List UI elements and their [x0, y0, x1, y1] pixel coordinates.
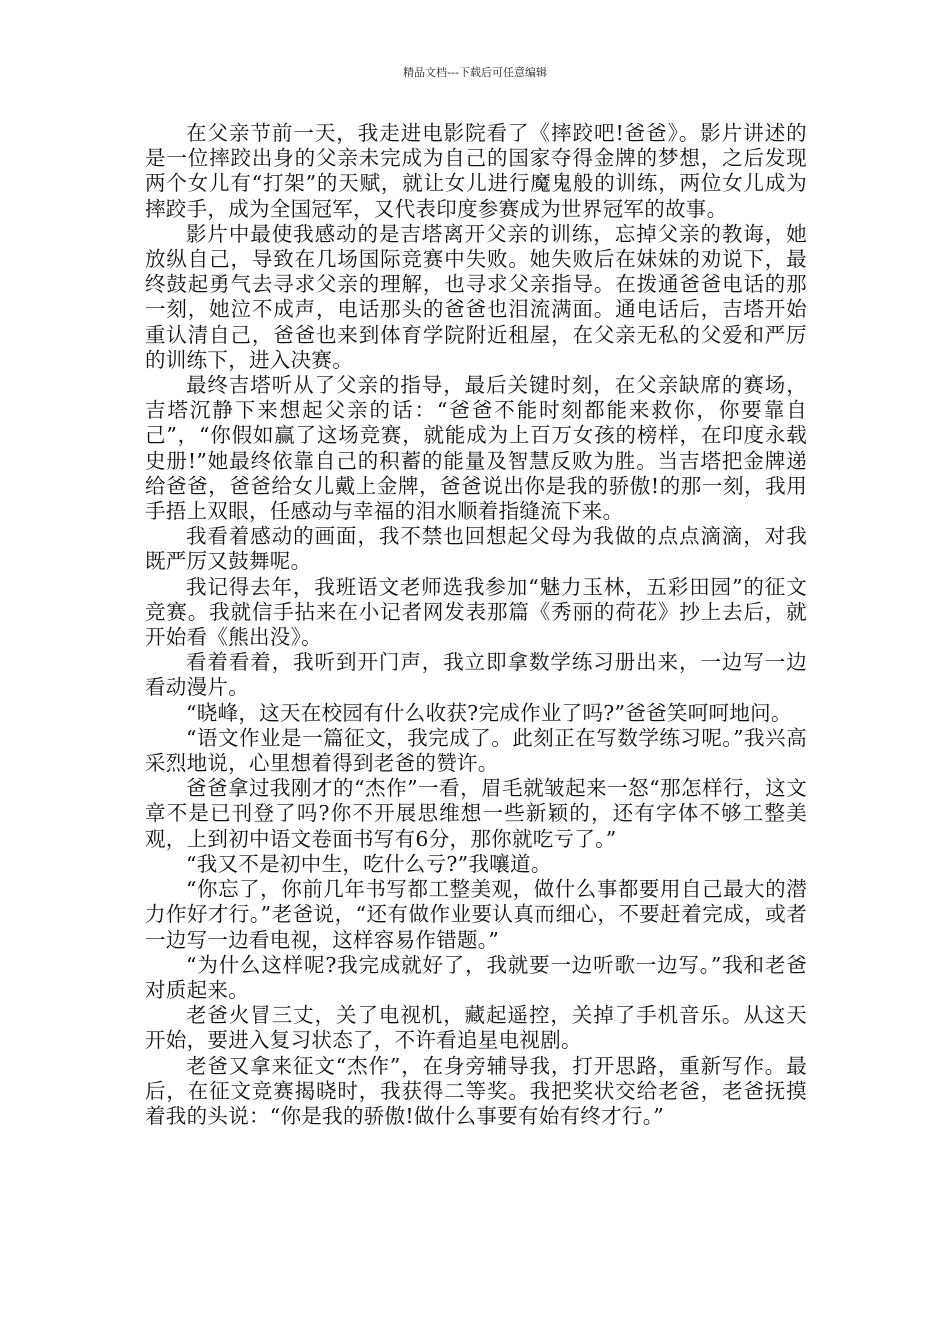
paragraph-1: 在父亲节前一天，我走进电影院看了《摔跤吧!爸爸》。影片讲述的是一位摔跤出身的父亲未完成为自己的国家夺得金牌的梦想，之后发现两个女儿有“打架”的天赋，就让女儿进行魔鬼般的训练，两位女儿成为摔跤手，成为全国冠军，又代表印度参赛成为世界冠军的故事。: [145, 121, 807, 221]
page-header: 精品文档---下载后可任意编辑: [403, 66, 547, 79]
paragraph-5: 我记得去年，我班语文老师选我参加“魅力玉林，五彩田园”的征文竞赛。我就信手拈来在小记者网发表那篇《秀丽的荷花》抄上去后，就开始看《熊出没》。: [145, 574, 807, 650]
paragraph-7: “晓峰，这天在校园有什么收获?完成作业了吗?”爸爸笑呵呵地问。: [186, 700, 792, 725]
paragraph-3: 最终吉塔听从了父亲的指导，最后关键时刻，在父亲缺席的赛场，吉塔沉静下来想起父亲的话：“爸爸不能时刻都能来救你，你要靠自己”，“你假如赢了这场竞赛，就能成为上百万女孩的榜样，在印度永载史册!”她最终依靠自己的积蓄的能量及智慧反败为胜。当吉塔把金牌递给爸爸，爸爸给女儿戴上金牌，爸爸说出你是我的骄傲!的那一刻，我用手捂上双眼，任感动与幸福的泪水顺着指缝流下来。: [145, 373, 807, 524]
paragraph-6: 看着看着，我听到开门声，我立即拿数学练习册出来，一边写一边看动漫片。: [145, 650, 807, 700]
paragraph-14: 老爸又拿来征文“杰作”，在身旁辅导我，打开思路，重新写作。最后，在征文竞赛揭晓时，我获得二等奖。我把奖状交给老爸，老爸抚摸着我的头说：“你是我的骄傲!做什么事要有始有终才行。”: [145, 1053, 807, 1128]
paragraph-11: “你忘了，你前几年书写都工整美观，做什么事都要用自己最大的潜力作好才行。”老爸说，“还有做作业要认真而细心，不要赶着完成，或者一边写一边看电视，这样容易作错题。”: [145, 877, 807, 952]
paragraph-4: 我看着感动的画面，我不禁也回想起父母为我做的点点滴滴，对我既严厉又鼓舞呢。: [145, 524, 807, 574]
paragraph-13: 老爸火冒三丈，关了电视机，藏起遥控，关掉了手机音乐。从这天开始，要进入复习状态了，不许看追星电视剧。: [145, 1003, 807, 1053]
paragraph-9: 爸爸拿过我刚才的“杰作”一看，眉毛就皱起来一怒“那怎样行，这文章不是已刊登了吗?你不开展思维想一些新颖的，还有字体不够工整美观，上到初中语文卷面书写有6分，那你就吃亏了。”: [145, 776, 807, 851]
paragraph-8: “语文作业是一篇征文，我完成了。此刻正在写数学练习呢。”我兴高采烈地说，心里想着得到老爸的赞许。: [145, 725, 807, 776]
paragraph-10: “我又不是初中生，吃什么亏?”我嚷道。: [186, 851, 552, 876]
article-body: [145, 121, 807, 1129]
paragraph-2: 影片中最使我感动的是吉塔离开父亲的训练，忘掉父亲的教诲，她放纵自己，导致在几场国际竞赛中失败。她失败后在妹妹的劝说下，最终鼓起勇气去寻求父亲的理解，也寻求父亲指导。在拨通爸爸电话的那一刻，她泣不成声，电话那头的爸爸也泪流满面。通电话后，吉塔开始重认清自己，爸爸也来到体育学院附近租屋，在父亲无私的父爱和严厉的训练下，进入决赛。: [145, 221, 807, 372]
paragraph-12: “为什么这样呢?我完成就好了，我就要一边听歌一边写。”我和老爸对质起来。: [145, 952, 807, 1002]
